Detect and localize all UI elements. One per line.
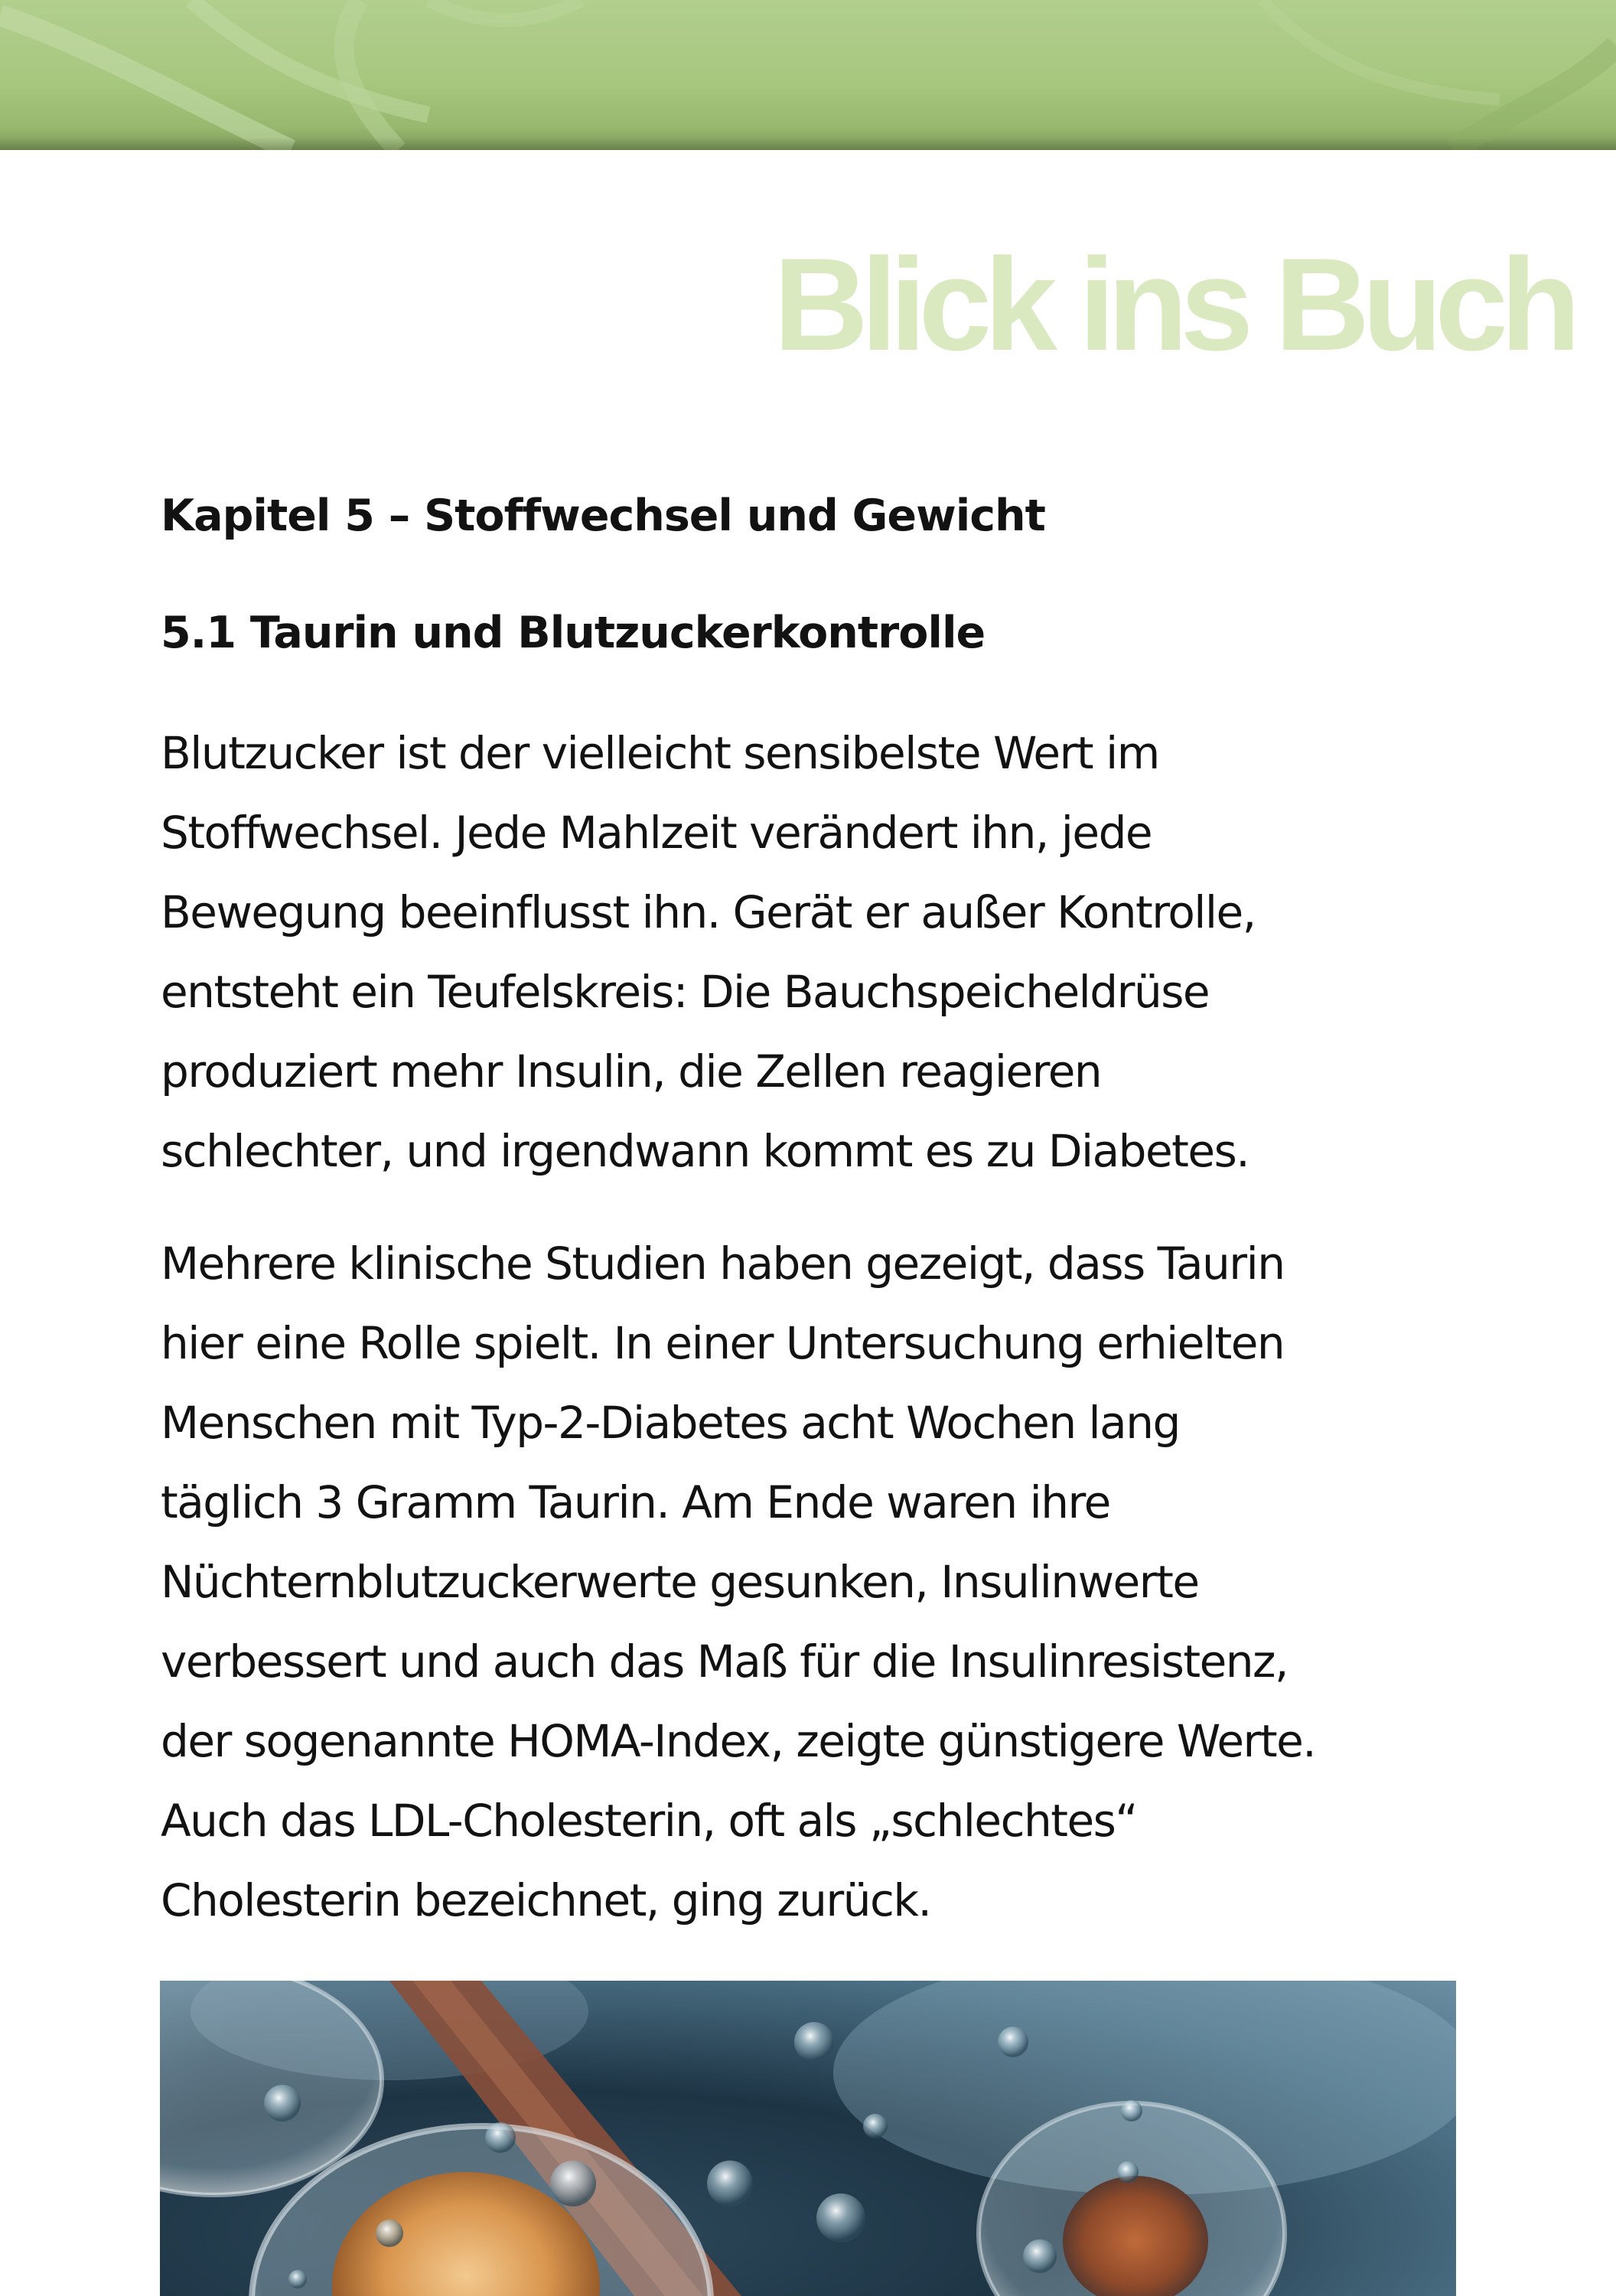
cell-illustration <box>160 1981 1456 2296</box>
chapter-heading: Kapitel 5 – Stoffwechsel und Gewicht <box>161 491 1045 541</box>
body-paragraph-2 <box>161 1224 1315 1940</box>
page-title: Blick ins Buch <box>773 231 1573 378</box>
paragraph-line: Auch das LDL-Cholesterin, oft als „schlechtes“ <box>161 1795 1137 1847</box>
paragraph-line: Stoffwechsel. Jede Mahlzeit verändert ihn, jede <box>161 807 1152 859</box>
paragraph-line: der sogenannte HOMA-Index, zeigte günstigere Werte. <box>161 1715 1316 1767</box>
paragraph-line: schlechter, und irgendwann kommt es zu Diabetes. <box>161 1125 1249 1177</box>
paragraph-line: verbessert und auch das Maß für die Insulinresistenz, <box>161 1636 1288 1688</box>
paragraph-line: Menschen mit Typ-2-Diabetes acht Wochen lang <box>161 1397 1180 1449</box>
banner-shadow <box>0 138 1616 150</box>
banner-pattern <box>0 0 1616 150</box>
paragraph-line: Nüchternblutzuckerwerte gesunken, Insulinwerte <box>161 1556 1199 1608</box>
paragraph-line: täglich 3 Gramm Taurin. Am Ende waren ihre <box>161 1476 1110 1528</box>
paragraph-line: Bewegung beeinflusst ihn. Gerät er außer Kontrolle, <box>161 886 1256 938</box>
section-heading: 5.1 Taurin und Blutzuckerkontrolle <box>161 608 986 658</box>
paragraph-line: Cholesterin bezeichnet, ging zurück. <box>161 1874 931 1926</box>
paragraph-line: produziert mehr Insulin, die Zellen reagieren <box>161 1045 1102 1097</box>
paragraph-line: Mehrere klinische Studien haben gezeigt, dass Taurin <box>161 1238 1285 1290</box>
body-paragraph-1 <box>161 713 1256 1191</box>
paragraph-line: Blutzucker ist der vielleicht sensibelste Wert im <box>161 727 1159 779</box>
paragraph-line: hier eine Rolle spielt. In einer Untersuchung erhielten <box>161 1317 1285 1369</box>
paragraph-line: entsteht ein Teufelskreis: Die Bauchspeicheldrüse <box>161 966 1210 1018</box>
cell-illustration-image <box>160 1981 1456 2296</box>
top-banner <box>0 0 1616 150</box>
